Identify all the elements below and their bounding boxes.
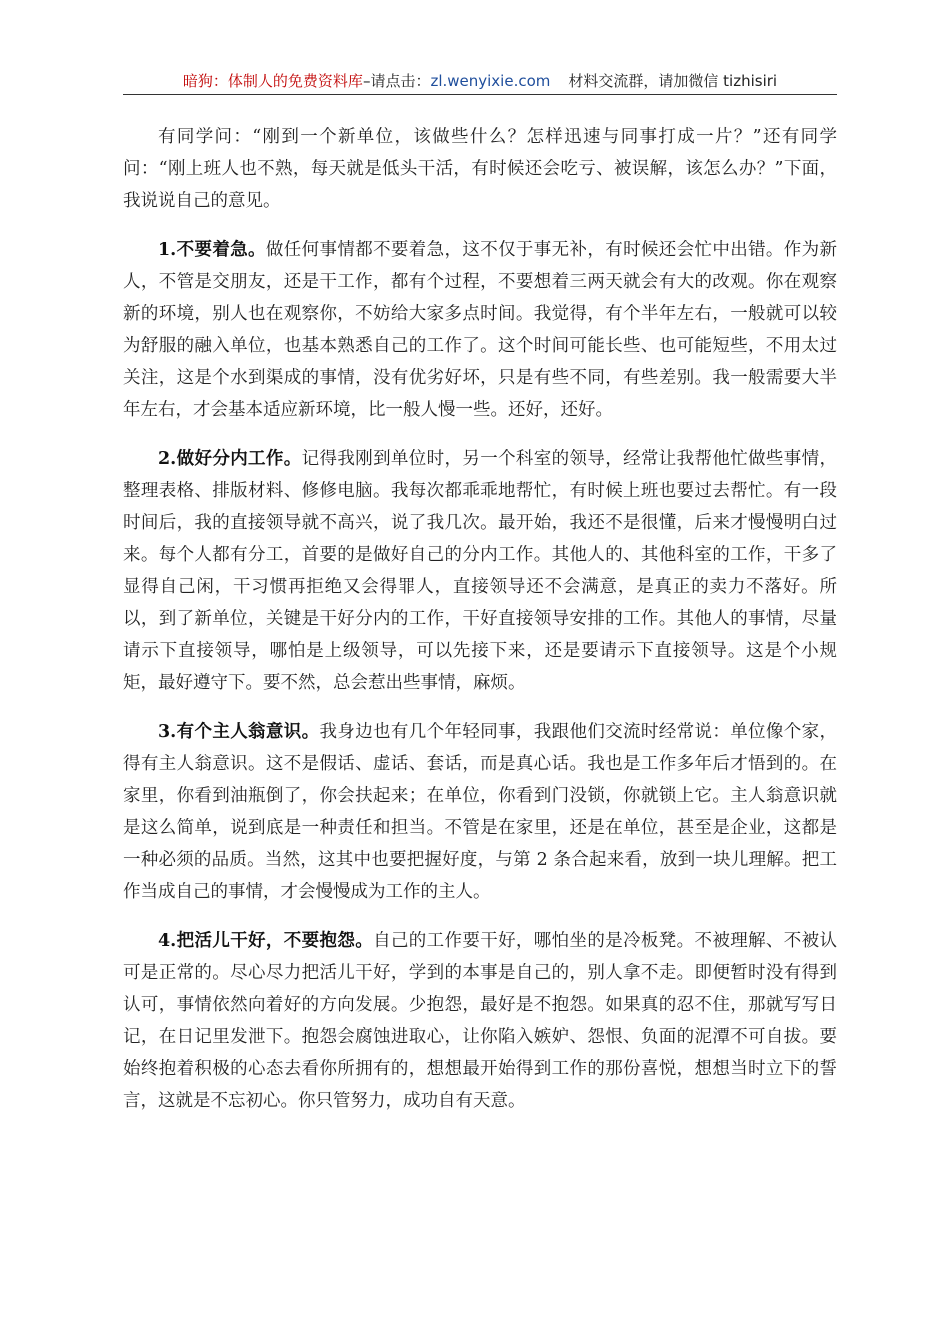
paragraph-2 [123,443,837,699]
paragraph-intro [123,121,837,217]
header-brand: 暗狗：体制人的免费资料库 [182,72,363,90]
header-click-prefix: –请点击： [362,72,431,90]
paragraph-text: 我身边也有几个年轻同事，我跟他们交流时经常说：单位像个家，得有主人翁意识。这不是假话、虚话、套话，而是真心话。我也是工作多年后才悟到的。在家里，你看到油瓶倒了，你会扶起来；在单位，你看到门没锁，你就锁上它。主人翁意识就是这么简单，说到底是一种责任和担当。不管是在家里，还是在单位，甚至是企业，这都是一种必须的品质。当然，这其中也要把握好度，与第 2 条合起来看，放到一块儿理解。把工作当成自己的事情，才会慢慢成为工作的主人。 [123,722,837,902]
paragraph-text: 自己的工作要干好，哪怕坐的是冷板凳。不被理解、不被认可是正常的。尽心尽力把活儿干好，学到的本事是自己的，别人拿不走。即便暂时没有得到认可，事情依然向着好的方向发展。少抱怨，最好是不抱怨。如果真的忍不住，那就写写日记，在日记里发泄下。抱怨会腐蚀进取心，让你陷入嫉妒、怨恨、负面的泥潭不可自拔。要始终抱着积极的心态去看你所拥有的，想想最开始得到工作的那份喜悦，想想当时立下的誓言，这就是不忘初心。你只管努力，成功自有天意。 [123,931,837,1111]
paragraph-text: 做任何事情都不要着急，这不仅于事无补，有时候还会忙中出错。作为新人，不管是交朋友，还是干工作，都有个过程，不要想着三两天就会有大的改观。你在观察新的环境，别人也在观察你，不妨给大家多点时间。我觉得，有个半年左右，一般就可以较为舒服的融入单位，也基本熟悉自己的工作了。这个时间可能长些、也可能短些，不用太过关注，这是个水到渠成的事情，没有优劣好坏，只是有些不同，有些差别。我一般需要大半年左右，才会基本适应新环境，比一般人慢一些。还好，还好。 [123,240,837,420]
paragraph-heading: 2.做好分内工作。 [158,449,302,469]
paragraph-text: 有同学问：“刚到一个新单位，该做些什么？怎样迅速与同事打成一片？”还有同学问：“刚上班人也不熟，每天就是低头干活，有时候还会吃亏、被误解，该怎么办？”下面，我说说自己的意见。 [123,127,837,211]
header-url-link[interactable]: zl.wenyixie.com [430,72,551,90]
paragraph-3 [123,716,837,908]
document-body [123,121,837,1134]
page-header [123,70,837,95]
paragraph-heading: 3.有个主人翁意识。 [158,722,320,742]
paragraph-heading: 1.不要着急。 [158,240,266,260]
paragraph-text: 记得我刚到单位时，另一个科室的领导，经常让我帮他忙做些事情，整理表格、排版材料、修修电脑。我每次都乖乖地帮忙，有时候上班也要过去帮忙。有一段时间后，我的直接领导就不高兴，说了我几次。最开始，我还不是很懂，后来才慢慢明白过来。每个人都有分工，首要的是做好自己的分内工作。其他人的、其他科室的工作，干多了显得自己闲，干习惯再拒绝又会得罪人，直接领导还不会满意，是真正的卖力不落好。所以，到了新单位，关键是干好分内的工作，干好直接领导安排的工作。其他人的事情，尽量请示下直接领导，哪怕是上级领导，可以先接下来，还是要请示下直接领导。这是个小规矩，最好遵守下。要不然，总会惹出些事情，麻烦。 [123,449,837,693]
paragraph-heading: 4.把活儿干好，不要抱怨。 [158,931,374,951]
paragraph-1 [123,234,837,426]
header-contact: 材料交流群，请加微信 tizhisiri [568,72,778,90]
paragraph-4 [123,925,837,1117]
